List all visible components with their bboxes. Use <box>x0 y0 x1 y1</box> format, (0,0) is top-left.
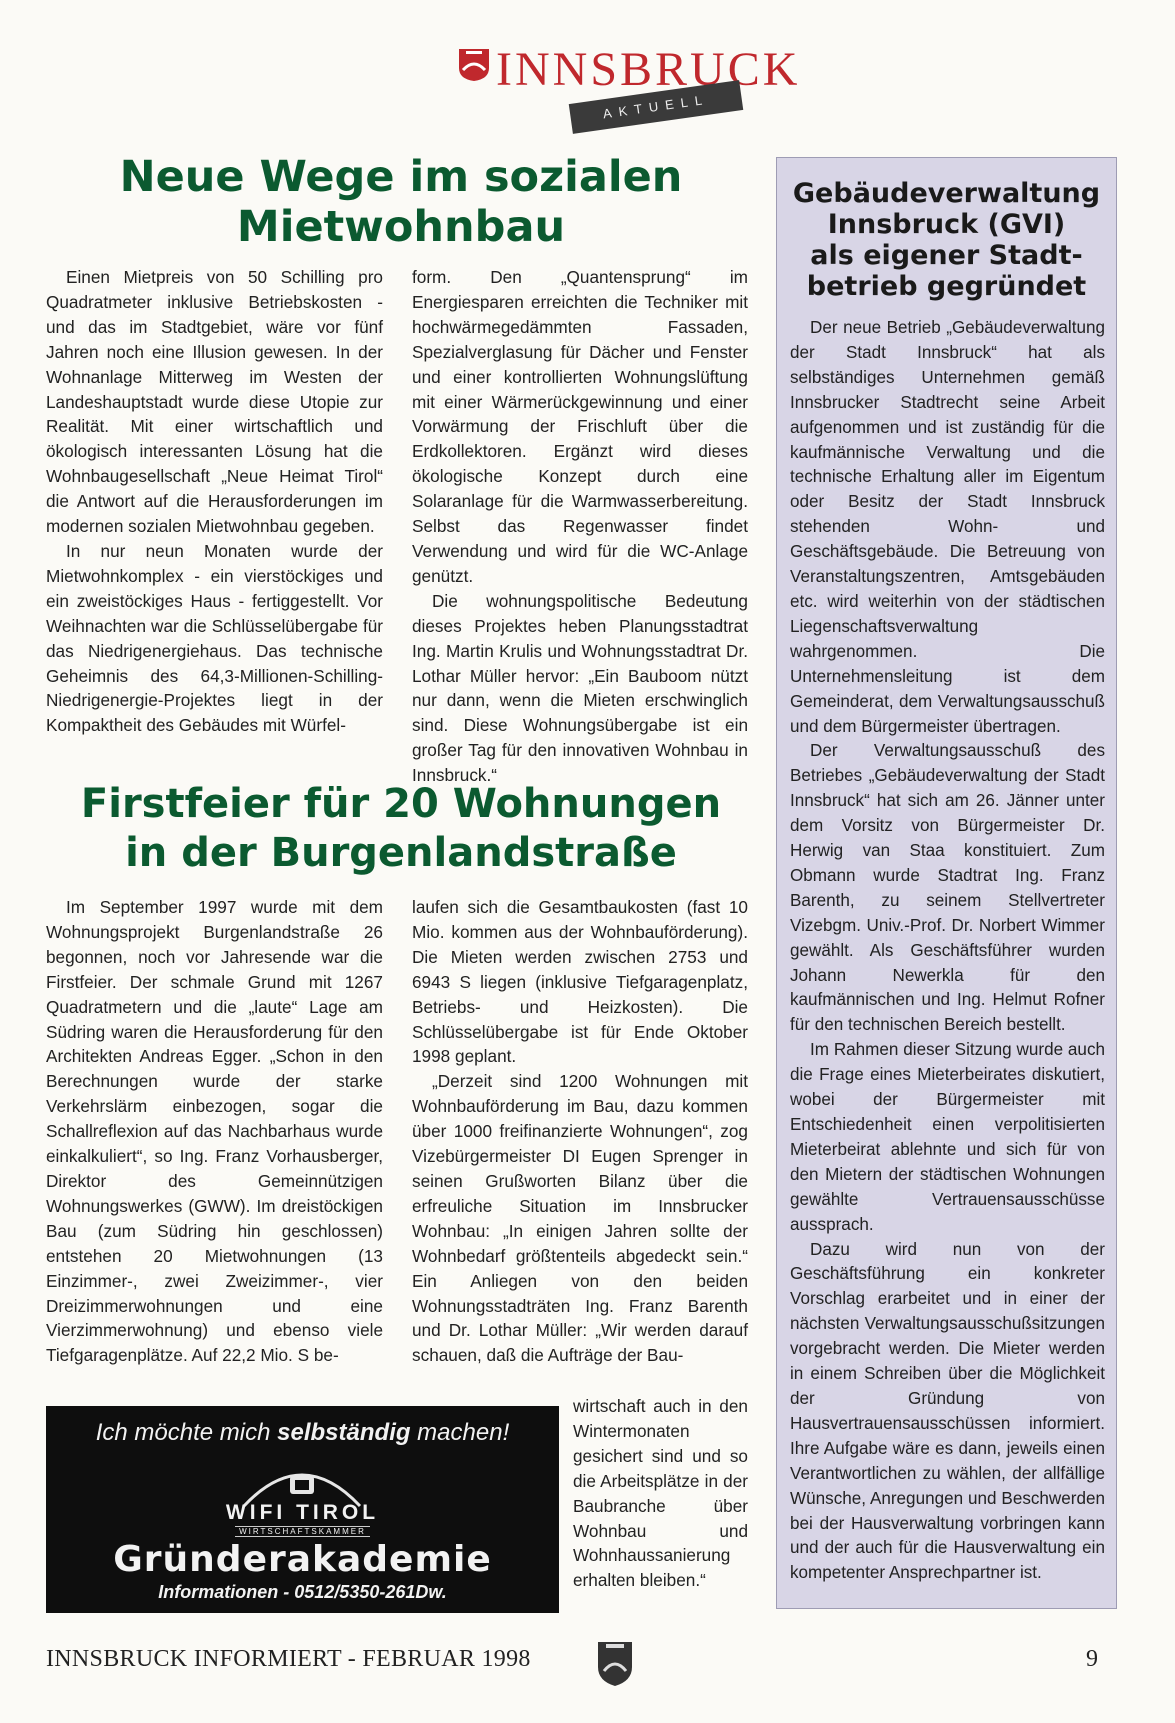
article1-headline <box>46 152 756 252</box>
paragraph: wirtschaft auch in den Wintermonaten gesichert sind und so die Arbeitsplätze in der Baubranche über Wohnbau und Wohnhaussanierung erhalten bleiben.“ <box>573 1396 748 1591</box>
sidebar-headline-line: Gebäudeverwaltung <box>792 178 1101 209</box>
paragraph: form. Den „Quantensprung“ im Energiesparen erreichten die Techniker mit hochwärmegedämmten Fassaden, Spezialverglasung für Dächer und Fenster und einer kontrollierten Wohnungslüftung mit einer Wärmerückgewinnung und einer Vorwärmung der Frischluft über die Erdkollektoren. Ergänzt wird dieses ökologische Konzept durch eine Solaranlage für die Warmwasserbereitung. Selbst das Regenwasser findet Verwendung und wird für die WC-Anlage genützt. <box>412 267 748 586</box>
ad-chamber: WIRTSCHAFTSKAMMER <box>46 1527 559 1537</box>
article1-headline-line2: Mietwohnbau <box>236 202 566 252</box>
article2-column-1 <box>46 895 383 1368</box>
article2-column-3 <box>573 1394 748 1593</box>
paragraph: Einen Mietpreis von 50 Schilling pro Quadratmeter inklusive Betriebskosten - und das im Stadtgebiet, wäre vor fünf Jahren noch eine Illusion gewesen. In der Wohnanlage Mitterweg im Westen der Landeshauptstadt wurde diese Utopie zur Realität. Mit einer wirtschaftlich und ökologisch interessanten Lösung hat die Wohnbaugesellschaft „Neue Heimat Tirol“ die Antwort auf die Herausforderungen im modernen sozialen Mietwohnbau gegeben. <box>46 267 383 537</box>
sidebar-headline <box>787 178 1106 302</box>
paragraph: Im September 1997 wurde mit dem Wohnungsprojekt Burgenlandstraße 26 begonnen, noch vor Jahresende war die Firstfeier. Der schmale Grund mit 1267 Quadratmetern und die „laute“ Lage am Südring waren die Herausforderung für den Architekten Andreas Egger. „Schon in den Berechnungen wurde der starke Verkehrslärm einbezogen, sogar die Schallreflexion auf das Nachbarhaus wurde einkalkuliert“, so Ing. Franz Vorhausberger, Direktor des Gemeinnützigen Wohnungswerkes (GWW). Im dreistöckigen Bau (zum Südring hin geschlossen) entstehen 20 Mietwohnungen (13 Einzimmer-, zwei Zweizimmer-, vier Dreizimmerwohnungen und eine Vierzimmerwohnung) und ebenso viele Tiefgaragenplätze. Auf 22,2 Mio. S be- <box>46 897 383 1366</box>
city-crest-icon <box>596 1641 634 1687</box>
page-number: 9 <box>1086 1646 1098 1672</box>
article1-column-2 <box>412 265 748 788</box>
masthead-title: INNSBRUCK <box>496 43 801 96</box>
ad-organization: WIFI TIROL <box>225 1501 380 1524</box>
masthead-logo <box>452 36 801 126</box>
sidebar-headline-line: als eigener Stadt- <box>810 240 1083 271</box>
article2-headline-line2: in der Burgenlandstraße <box>125 830 677 876</box>
sidebar-box <box>776 157 1117 1609</box>
ad-product: Gründerakademie <box>113 1539 492 1580</box>
paragraph: „Derzeit sind 1200 Wohnungen mit Wohnbauförderung im Bau, dazu kommen über 1000 freifinanzierte Wohnungen“, zog Vizebürgermeister DI Eugen Sprenger in seinen Grußworten Bilanz über die erfreuliche Situation im Innsbrucker Wohnbau: „In einigen Jahren sollte der Wohnbedarf größtenteils abgedeckt sein.“ Ein Anliegen von den beiden Wohnungsstadträten Ing. Franz Barenth und Dr. Lothar Müller: „Wir werden darauf schauen, daß die Aufträge der Bau- <box>412 1071 748 1366</box>
paragraph: Die wohnungspolitische Bedeutung dieses Projektes heben Planungsstadtrat Ing. Martin Krulis und Wohnungsstadtrat Dr. Lothar Müller hervor: „Ein Bauboom nützt nur dann, wenn die Mieten erschwinglich sind. Diese Wohnungsübergabe ist ein großer Tag für den innovativen Wohnbau in Innsbruck.“ <box>412 590 748 786</box>
paragraph: Im Rahmen dieser Sitzung wurde auch die Frage eines Mieterbeirates diskutiert, wobei der Bürgermeister mit Entschiedenheit einen verpolitisierten Mieterbeirat ablehnte und sich für von den Mietern der städtischen Wohnungen gewählte Vertrauensausschüsse aussprach. <box>790 1040 1105 1234</box>
paragraph: In nur neun Monaten wurde der Mietwohnkomplex - ein vierstöckiges und ein zweistöckiges Haus - fertiggestellt. Vor Weihnachten war die Schlüsselübergabe für das Niedrigenergiehaus. Das technische Geheimnis des 64,3-Millionen-Schilling-Niedrigenergie-Projektes liegt in der Kompaktheit des Gebäudes mit Würfel- <box>46 540 383 736</box>
article2-headline-line1: Firstfeier für 20 Wohnungen <box>80 781 722 827</box>
article2-headline <box>46 780 756 878</box>
ad-info: Informationen - 0512/5350-261Dw. <box>158 1582 447 1602</box>
innsbruck-crest-icon <box>458 48 490 82</box>
masthead-tag: AKTUELL <box>569 80 744 134</box>
article2-column-2 <box>412 895 748 1368</box>
footer-publication: INNSBRUCK INFORMIERT - FEBRUAR 1998 <box>46 1646 531 1672</box>
sidebar-body <box>790 316 1105 1586</box>
paragraph: Der Verwaltungsausschuß des Betriebes „Gebäudeverwaltung der Stadt Innsbruck“ hat sich am 26. Jänner unter dem Vorsitz von Bürgermeister Dr. Herwig van Staa konstituiert. Zum Obmann wurde Stadtrat Ing. Franz Barenth, zu seinem Stellvertreter Vizebgm. Univ.-Prof. Dr. Norbert Wimmer gewählt. Als Geschäftsführer wurden Johann Newerkla für den kaufmännischen und Ing. Helmut Rofner für den technischen Bereich bestellt. <box>790 741 1105 1035</box>
ad-slogan: Ich möchte mich selbständig machen! <box>95 1419 510 1446</box>
article1-headline-line1: Neue Wege im sozialen <box>119 152 683 202</box>
paragraph: Dazu wird nun von der Geschäftsführung ein konkreter Vorschlag erarbeitet und in einer der nächsten Verwaltungsausschußsitzungen vorgebracht werden. Die Mieter werden in einem Schreiben über die Möglichkeit der Gründung von Hausvertrauensausschüssen informiert. Ihre Aufgabe wäre es dann, jeweils einen Verantwortlichen zu wählen, der allfällige Wünsche, Anregungen und Beschwerden bei der Hausverwaltung vorbringen kann und der auch für die Hausverwaltung ein kompetenter Ansprechpartner ist. <box>790 1239 1105 1583</box>
paragraph: Der neue Betrieb „Gebäudeverwaltung der Stadt Innsbruck“ hat als selbständiges Unternehmen gemäß Innsbrucker Stadtrecht seine Arbeit aufgenommen und ist zuständig für die kaufmännische Verwaltung und die technische Erhaltung aller im Eigentum oder Besitz der Stadt Innsbruck stehenden Wohn- und Geschäftsgebäude. Die Betreuung von Veranstaltungszentren, Amtsgebäuden etc. wird weiterhin von der städtischen Liegenschaftsverwaltung wahrgenommen. Die Unternehmensleitung ist dem Gemeinderat, dem Verwaltungsausschuß und dem Bürgermeister übertragen. <box>790 318 1105 736</box>
sidebar-headline-line: betrieb gegründet <box>806 271 1087 302</box>
paragraph: laufen sich die Gesamtbaukosten (fast 10 Mio. kommen aus der Wohnbauförderung). Die Mieten werden zwischen 2753 und 6943 S liegen (inklusive Tiefgaragenplatz, Betriebs- und Heizkosten). Die Schlüsselübergabe ist für Ende Oktober 1998 geplant. <box>412 897 748 1067</box>
article1-column-1 <box>46 265 383 738</box>
wifi-advertisement[interactable] <box>46 1406 559 1613</box>
sidebar-headline-line: Innsbruck (GVI) <box>827 209 1066 240</box>
